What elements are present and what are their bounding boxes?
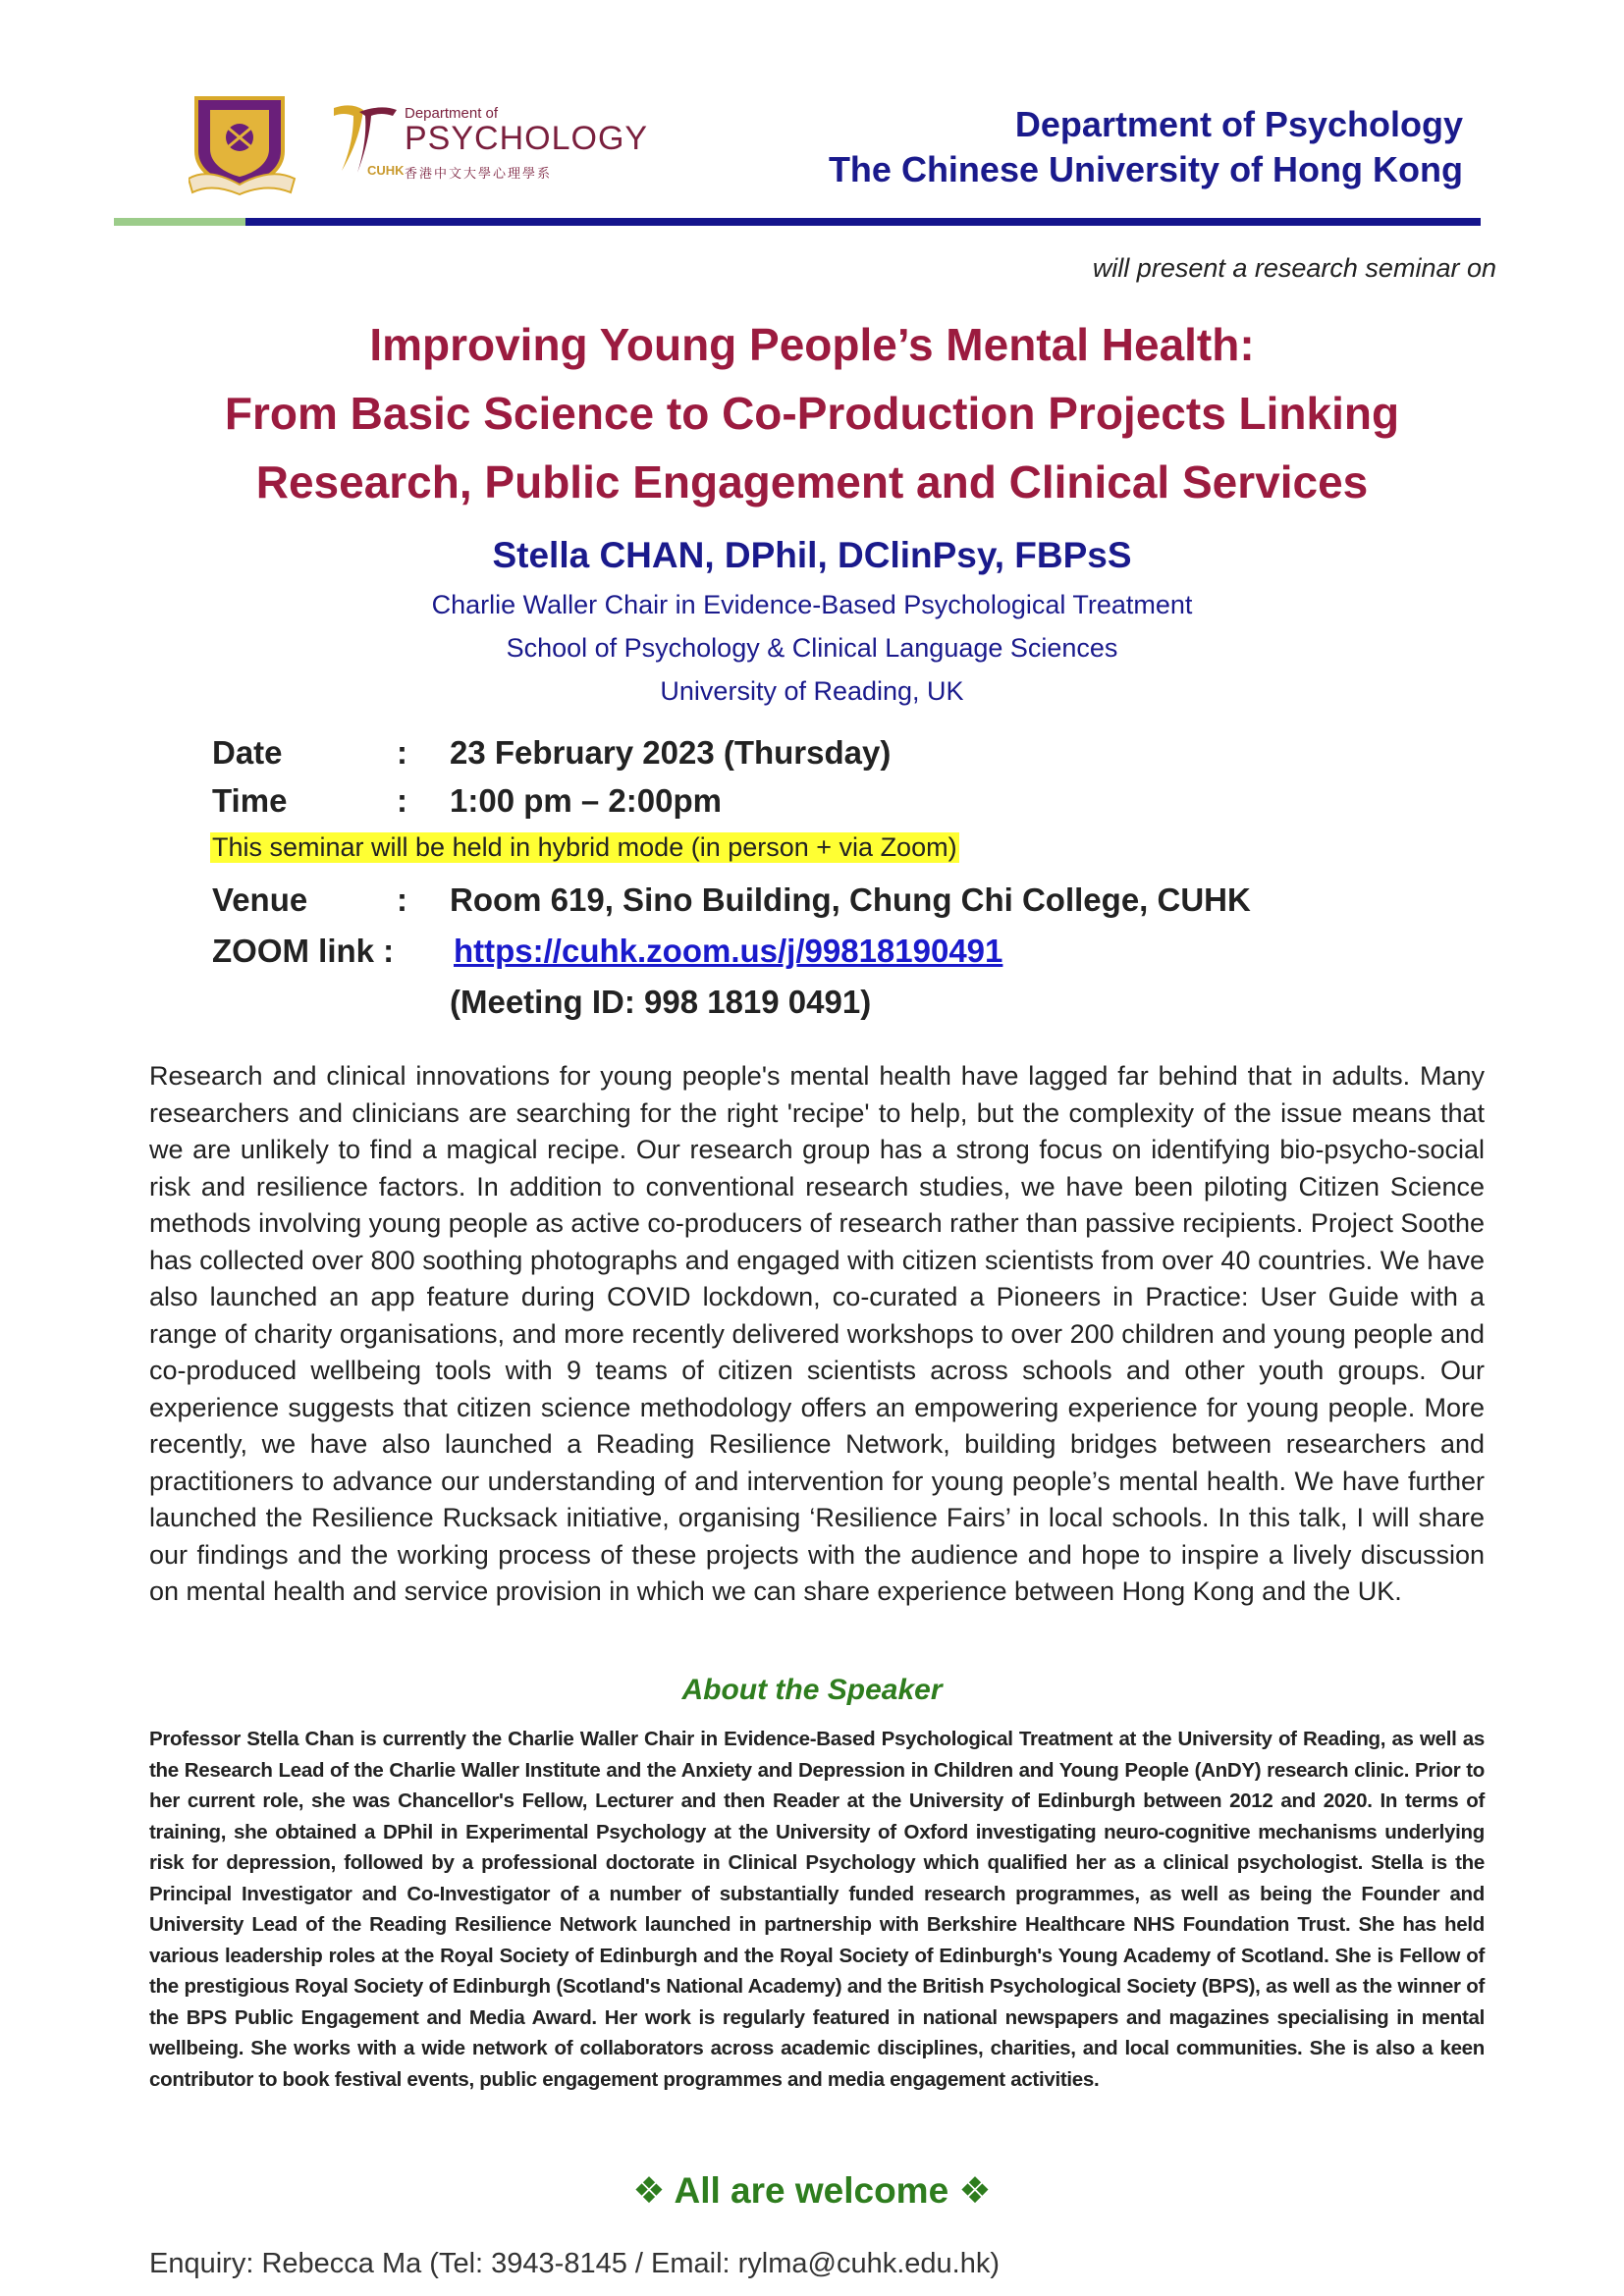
dept-logo-chinese-text: 香港中文大學心理學系 (405, 166, 553, 181)
time-value: 1:00 pm – 2:00pm (450, 782, 722, 819)
university-name: The Chinese University of Hong Kong (828, 149, 1463, 189)
zoom-label: ZOOM link : (212, 933, 395, 969)
date-label: Date (212, 734, 283, 771)
speaker-affiliation (0, 583, 1624, 713)
speaker-school: School of Psychology & Clinical Language Sciences (506, 633, 1118, 663)
title-line-2: From Basic Science to Co-Production Projects Linking (224, 388, 1400, 439)
hybrid-mode-note: This seminar will be held in hybrid mode (in person + via Zoom) (212, 832, 957, 862)
meeting-id: (Meeting ID: 998 1819 0491) (450, 984, 872, 1020)
venue-colon: : (397, 881, 407, 918)
intro-text: will present a research seminar on (1092, 253, 1496, 283)
abstract-paragraph: Research and clinical innovations for young people's mental health have lagged far behind that in adults. Many researchers and clinicians are searching for the right 'recipe' to help, but the complexity of the issue means that we are unlikely to find a magical recipe. Our research group has a strong focus on identifying bio-psycho-social risk and resilience factors. In addition to conventional research studies, we have been piloting Citizen Science methods involving young people as active co-producers of research rather than passive recipients. Project Soothe has collected over 800 soothing photographs and engaged with citizen scientists from over 40 countries. We have also launched an app feature during COVID lockdown, co-curated a Pioneers in Practice: User Guide with a range of charity organisations, and more recently delivered workshops to over 200 children and young people and co-produced wellbeing tools with 9 teams of citizen scientists across schools and other youth groups. Our experience suggests that citizen science methodology offers an empowering experience for young people. More recently, we have also launched a Reading Resilience Network, building bridges between researchers and practitioners to advance our understanding of and intervention for young people’s mental health. We have further launched the Resilience Rucksack initiative, organising ‘Resilience Fairs’ in local schools. In this talk, I will share our findings and the working process of these projects with the audience and hope to inspire a lively discussion on mental health and service provision in which we can share experience between Hong Kong and the UK. (149, 1061, 1485, 1606)
psychology-dept-logo (330, 102, 654, 187)
zoom-link[interactable]: https://cuhk.zoom.us/j/99818190491 (454, 933, 1003, 969)
time-colon: : (397, 782, 407, 819)
seminar-title (0, 310, 1624, 516)
speaker-name: Stella CHAN, DPhil, DClinPsy, FBPsS (492, 535, 1132, 575)
venue-label: Venue (212, 881, 308, 918)
cuhk-crest-logo (189, 94, 297, 196)
about-speaker-heading: About the Speaker (681, 1674, 943, 1706)
header-rule-green (114, 218, 245, 226)
title-line-3: Research, Public Engagement and Clinical Services (255, 456, 1369, 507)
date-value: 23 February 2023 (Thursday) (450, 734, 892, 771)
time-label: Time (212, 782, 288, 819)
header-organization (829, 102, 1463, 192)
title-line-1: Improving Young People’s Mental Health: (369, 319, 1255, 370)
date-colon: : (397, 734, 407, 771)
enquiry-contact: Enquiry: Rebecca Ma (Tel: 3943-8145 / Email: rylma@cuhk.edu.hk) (149, 2248, 1000, 2279)
header-rule-blue (245, 218, 1481, 226)
dept-logo-small-text: Department of (405, 105, 499, 122)
speaker-university: University of Reading, UK (660, 676, 964, 706)
speaker-bio: Professor Stella Chan is currently the Charlie Waller Chair in Evidence-Based Psychological Treatment at the University of Reading, as well as the Research Lead of the Charlie Waller Institute and the Anxiety and Depression in Children and Young People (AnDY) research clinic. Prior to her current role, she was Chancellor's Fellow, Lecturer and then Reader at the University of Edinburgh between 2012 and 2020. In terms of training, she obtained a DPhil in Experimental Psychology at the University of Oxford investigating neuro-cognitive mechanisms underlying risk for depression, followed by a professional doctorate in Clinical Psychology which qualified her as a clinical psychologist. Stella is the Principal Investigator and Co-Investigator of a number of substantially funded research programmes, as well as being the Founder and University Lead of the Reading Resilience Network launched in partnership with Berkshire Healthcare NHS Foundation Trust. She has held various leadership roles at the Royal Society of Edinburgh and the Royal Society of Edinburgh's Young Academy of Scotland. She is Fellow of the prestigious Royal Society of Edinburgh (Scotland's National Academy) and the British Psychological Society (BPS), as well as the winner of the BPS Public Engagement and Media Award. Her work is regularly featured in national newspapers and magazines specialising in mental wellbeing. She works with a wide network of collaborators across academic disciplines, charities, and local communities. She is also a keen contributor to book festival events, public engagement programmes and media engagement activities. (149, 1728, 1485, 2091)
venue-value: Room 619, Sino Building, Chung Chi College, CUHK (450, 881, 1251, 918)
speaker-position: Charlie Waller Chair in Evidence-Based Psychological Treatment (431, 590, 1193, 619)
dept-logo-cuhk-text: CUHK (367, 163, 405, 178)
dept-name: Department of Psychology (1014, 104, 1463, 144)
all-welcome-text: ❖ All are welcome ❖ (632, 2170, 992, 2211)
dept-logo-big-text: PSYCHOLOGY (405, 120, 649, 157)
